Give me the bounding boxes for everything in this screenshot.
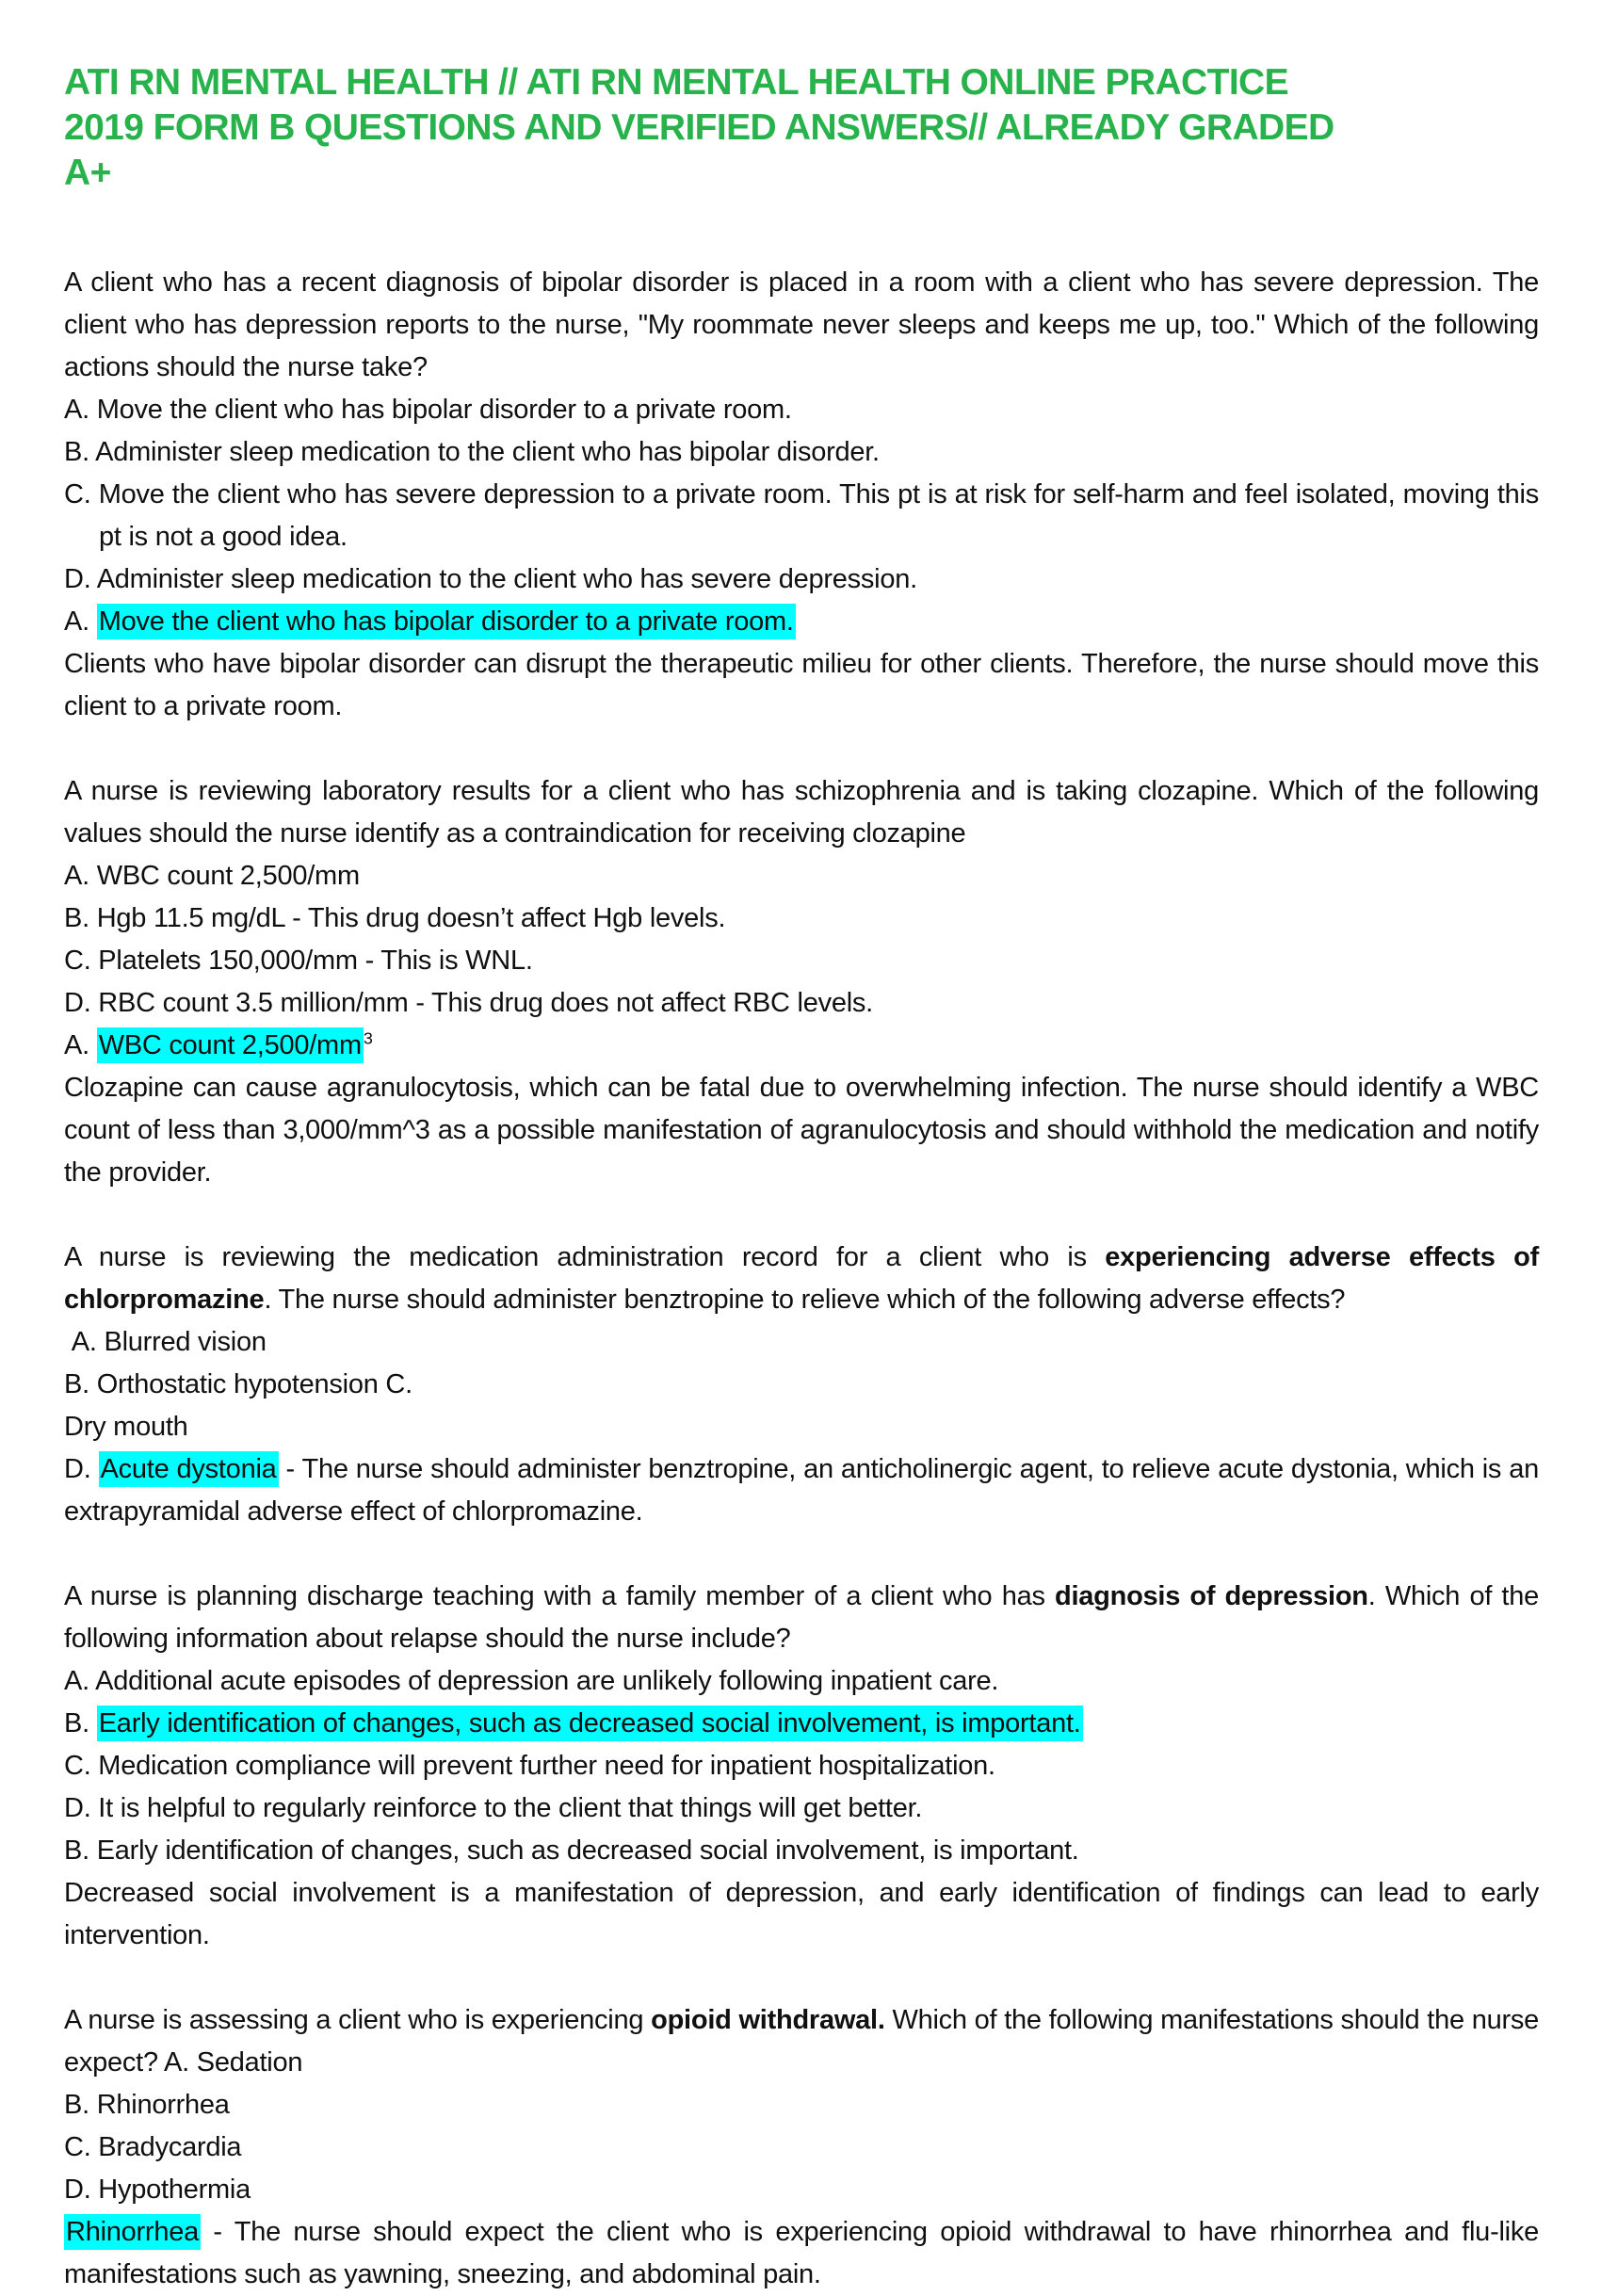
question-bipolar-roommate-explanation xyxy=(64,643,1539,728)
highlighted-answer-text: Early identification of changes, such as decreased social involvement, is important. xyxy=(97,1706,1083,1741)
text-run: C. Platelets 150,000/mm - This is WNL. xyxy=(64,946,533,976)
text-run: . Which of the following information about relapse should the nurse include? xyxy=(64,1581,1539,1654)
highlighted-answer-text: Move the client who has bipolar disorder to a private room. xyxy=(97,604,796,639)
question-chlorpromazine-benztropine-answer xyxy=(64,1448,1539,1533)
text-run: A. WBC count 2,500/mm xyxy=(64,861,360,891)
question-depression-relapse-teaching-plain xyxy=(64,1830,1539,1872)
title-line: 2019 FORM B QUESTIONS AND VERIFIED ANSWERS// ALREADY GRADED xyxy=(64,107,1334,148)
text-run: Clozapine can cause agranulocytosis, which can be fatal due to overwhelming infection. The nurse should identify a WBC count of less than 3,000/mm^3 as a possible manifestation of agranulocytosis and should withhold the medication and notify the provider. xyxy=(64,1073,1539,1188)
question-chlorpromazine-benztropine xyxy=(64,1237,1539,1533)
question-bipolar-roommate-option xyxy=(64,474,1539,558)
text-run: A. Blurred vision xyxy=(64,1327,267,1357)
text-run: Clients who have bipolar disorder can disrupt the therapeutic milieu for other clients. Therefore, the nurse should move this client to a private room. xyxy=(64,649,1539,721)
question-bipolar-roommate-option xyxy=(64,558,1539,601)
text-run: A. Additional acute episodes of depression are unlikely following inpatient care. xyxy=(64,1666,999,1696)
bold-text-run: diagnosis of depression xyxy=(1055,1581,1368,1611)
question-clozapine-lab-values-option xyxy=(64,982,1539,1025)
text-run: - The nurse should expect the client who is experiencing opioid withdrawal to have rhinorrhea and flu-like manifestations such as yawning, sneezing, and abdominal pain. xyxy=(64,2217,1539,2289)
highlighted-answer-text: Acute dystonia xyxy=(99,1451,279,1487)
question-bipolar-roommate-option xyxy=(64,389,1539,431)
text-run: D. Administer sleep medication to the client who has severe depression. xyxy=(64,564,917,594)
text-run: A. Move the client who has bipolar disorder to a private room. xyxy=(64,395,792,425)
text-run: - The nurse should administer benztropine, an anticholinergic agent, to relieve acute dystonia, which is an extrapyramidal adverse effect of chlorpromazine. xyxy=(64,1454,1539,1527)
question-bipolar-roommate xyxy=(64,262,1539,728)
text-run: Which of the following manifestations should the nurse expect? A. Sedation xyxy=(64,2005,1539,2078)
question-opioid-withdrawal xyxy=(64,1999,1539,2296)
bold-text-run: opioid withdrawal. xyxy=(651,2005,885,2035)
question-clozapine-lab-values xyxy=(64,770,1539,1194)
text-run: A. xyxy=(64,606,97,637)
text-run: A nurse is reviewing the medication administration record for a client who is xyxy=(64,1242,1106,1272)
question-bipolar-roommate-option xyxy=(64,431,1539,474)
text-run: D. RBC count 3.5 million/mm - This drug does not affect RBC levels. xyxy=(64,988,873,1018)
question-depression-relapse-teaching xyxy=(64,1576,1539,1957)
question-clozapine-lab-values-option xyxy=(64,940,1539,982)
text-run: A client who has a recent diagnosis of bipolar disorder is placed in a room with a client who has severe depression. The client who has depression reports to the nurse, "My roommate never sleeps and keeps me up, too." Which of the following actions should the nurse take? xyxy=(64,267,1539,382)
bold-text-run: experiencing adverse effects of chlorpromazine xyxy=(64,1242,1539,1315)
text-run: A nurse is planning discharge teaching with a family member of a client who has xyxy=(64,1581,1055,1611)
text-run: B. Rhinorrhea xyxy=(64,2090,230,2120)
text-run: 3 xyxy=(363,1028,373,1048)
question-opioid-withdrawal-option xyxy=(64,2126,1539,2169)
text-run: D. Hypothermia xyxy=(64,2175,251,2205)
text-run: D. It is helpful to regularly reinforce to the client that things will get better. xyxy=(64,1793,923,1823)
highlighted-answer-text: WBC count 2,500/mm xyxy=(97,1027,364,1063)
question-opioid-withdrawal-option xyxy=(64,2169,1539,2211)
questions xyxy=(64,262,1539,2296)
question-depression-relapse-teaching-explanation xyxy=(64,1872,1539,1957)
text-run: Decreased social involvement is a manifestation of depression, and early identification of findings can lead to early intervention. xyxy=(64,1878,1539,1950)
question-clozapine-lab-values-explanation xyxy=(64,1067,1539,1194)
question-chlorpromazine-benztropine-option xyxy=(64,1364,1539,1406)
question-clozapine-lab-values-option xyxy=(64,897,1539,940)
text-run: Dry mouth xyxy=(64,1412,188,1442)
question-clozapine-lab-values-answer xyxy=(64,1025,1539,1067)
text-run: B. Hgb 11.5 mg/dL - This drug doesn’t affect Hgb levels. xyxy=(64,903,726,933)
text-run: C. Move the client who has severe depression to a private room. This pt is at risk for self-harm and feel isolated, moving this pt is not a good idea. xyxy=(64,479,1539,552)
text-run: B. Early identification of changes, such as decreased social involvement, is important. xyxy=(64,1835,1079,1866)
question-clozapine-lab-values-option xyxy=(64,855,1539,897)
text-run: B. xyxy=(64,1708,97,1738)
text-run: A. xyxy=(64,1030,97,1060)
question-chlorpromazine-benztropine-intro xyxy=(64,1237,1539,1321)
text-run: C. Medication compliance will prevent further need for inpatient hospitalization. xyxy=(64,1751,995,1781)
question-chlorpromazine-benztropine-option xyxy=(64,1321,1539,1364)
title-line: A+ xyxy=(64,153,111,193)
text-run: B. Orthostatic hypotension C. xyxy=(64,1369,412,1399)
question-depression-relapse-teaching-option xyxy=(64,1787,1539,1830)
question-depression-relapse-teaching-option xyxy=(64,1745,1539,1787)
question-opioid-withdrawal-answer xyxy=(64,2211,1539,2296)
text-run: A nurse is reviewing laboratory results for a client who has schizophrenia and is taking clozapine. Which of the following values should the nurse identify as a contraindication for receiving clozapine xyxy=(64,776,1539,849)
question-depression-relapse-teaching-option xyxy=(64,1660,1539,1703)
question-bipolar-roommate-intro xyxy=(64,262,1539,389)
text-run: A nurse is assessing a client who is experiencing xyxy=(64,2005,652,2035)
text-run: B. Administer sleep medication to the client who has bipolar disorder. xyxy=(64,437,880,467)
question-bipolar-roommate-answer xyxy=(64,601,1539,643)
question-chlorpromazine-benztropine-plain xyxy=(64,1406,1539,1448)
question-depression-relapse-teaching-intro xyxy=(64,1576,1539,1660)
title-line: ATI RN MENTAL HEALTH // ATI RN MENTAL HEALTH ONLINE PRACTICE xyxy=(64,62,1289,103)
question-opioid-withdrawal-intro xyxy=(64,1999,1539,2084)
question-opioid-withdrawal-option xyxy=(64,2084,1539,2126)
text-run: . The nurse should administer benztropine to relieve which of the following adverse effects? xyxy=(264,1285,1346,1315)
question-depression-relapse-teaching-answer xyxy=(64,1703,1539,1745)
text-run: C. Bradycardia xyxy=(64,2132,242,2162)
text-run: D. xyxy=(64,1454,99,1484)
document-title xyxy=(64,60,1539,196)
question-clozapine-lab-values-intro xyxy=(64,770,1539,855)
highlighted-answer-text: Rhinorrhea xyxy=(64,2214,201,2250)
